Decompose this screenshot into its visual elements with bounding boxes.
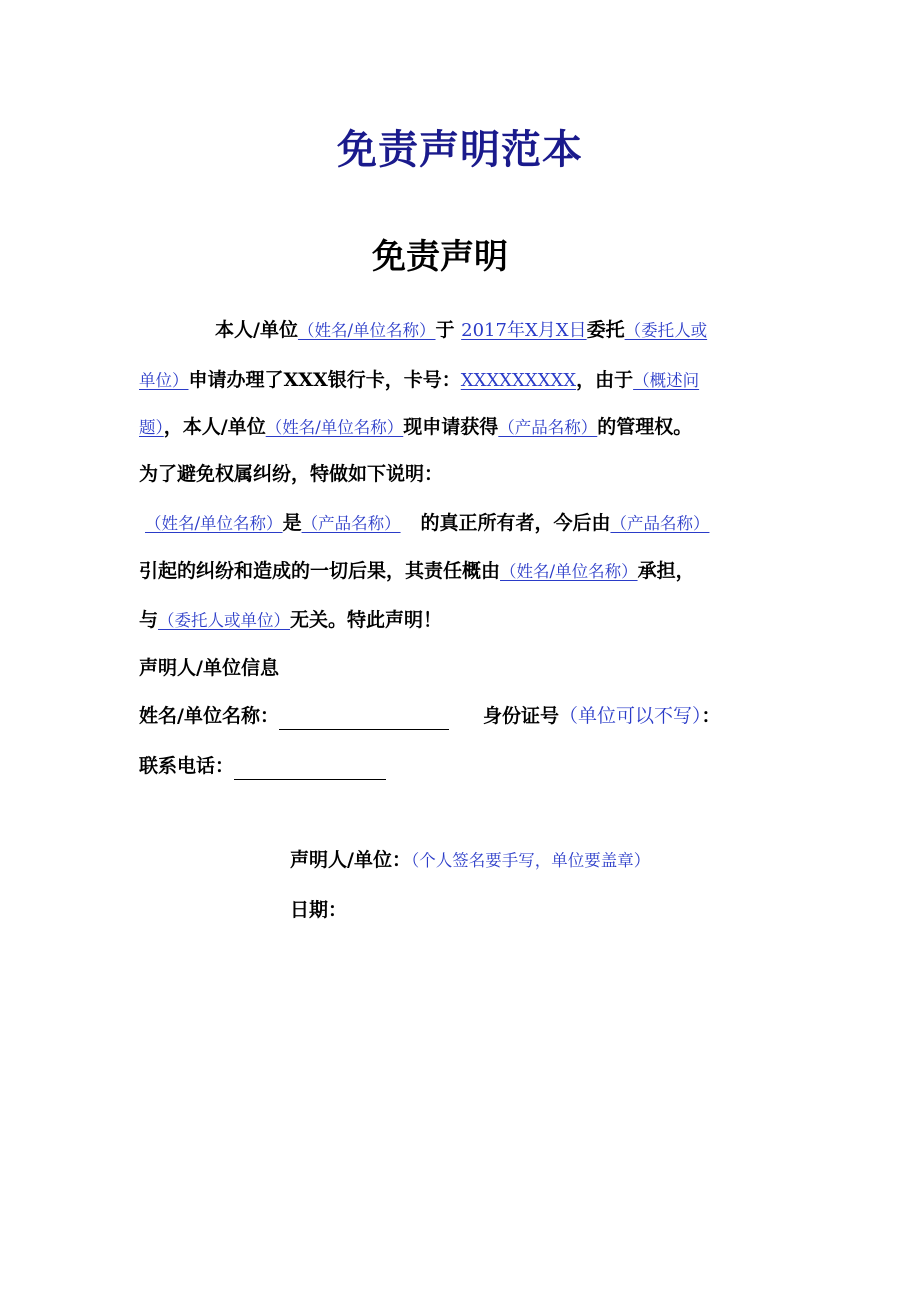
- paragraph-1-line-3: 题），本人/单位（姓名/单位名称）现申请获得（产品名称）的管理权。: [139, 416, 693, 438]
- placeholder-product: （产品名称）: [610, 514, 710, 533]
- id-note: （单位可以不写）: [558, 705, 702, 727]
- name-blank-field[interactable]: [279, 707, 449, 730]
- placeholder-issue: （概述问: [633, 371, 700, 390]
- phone-row: [139, 752, 386, 780]
- paragraph-1-line-4: 为了避免权属纠纷，特做如下说明：: [139, 463, 444, 485]
- name-label: 姓名/单位名称：: [139, 705, 279, 727]
- paragraph-2-line-2: 引起的纠纷和造成的一切后果，其责任概由（姓名/单位名称）承担，: [139, 560, 695, 582]
- placeholder-product: （产品名称）: [498, 418, 598, 437]
- signature-label: 声明人/单位：: [290, 849, 411, 871]
- placeholder-trustee: （委托人或单位）: [158, 611, 291, 630]
- placeholder-name: （姓名/单位名称）: [145, 514, 283, 533]
- paragraph-2-line-3: 与（委托人或单位）无关。特此声明！: [139, 609, 443, 631]
- signature-row: [290, 846, 650, 875]
- placeholder-name: （姓名/单位名称）: [500, 562, 638, 581]
- signature-note: （个人签名要手写，单位要盖章）: [410, 851, 651, 870]
- id-label: 身份证号: [482, 705, 559, 727]
- placeholder-date: 2017年X月X日: [461, 320, 587, 341]
- placeholder-card-number: XXXXXXXXX: [460, 370, 577, 391]
- name-row: 姓名/单位名称： 身份证号（单位可以不写）：: [139, 702, 721, 730]
- paragraph-1-line-2: 单位）申请办理了XXX银行卡，卡号：XXXXXXXXX，由于（概述问: [139, 369, 700, 391]
- placeholder-name: （姓名/单位名称）: [297, 321, 436, 340]
- placeholder-product: （产品名称）: [301, 514, 401, 533]
- phone-blank-field[interactable]: [234, 757, 386, 780]
- placeholder-issue-cont: 题）: [139, 418, 164, 437]
- date-label: 日期：: [290, 899, 348, 921]
- phone-label: 联系电话：: [139, 755, 235, 777]
- placeholder-name: （姓名/单位名称）: [265, 418, 404, 437]
- declarant-info-heading: 声明人/单位信息: [139, 657, 279, 679]
- document-title: 免责声明: [372, 237, 508, 277]
- placeholder-trustee-cont: 单位）: [139, 371, 189, 390]
- paragraph-2-line-1: （姓名/单位名称）是（产品名称） 的真正所有者，今后由（产品名称）: [145, 512, 710, 534]
- page-title: 免责声明范本: [337, 126, 583, 173]
- paragraph-1-line-1: 本人/单位（姓名/单位名称）于 2017年X月X日委托（委托人或: [215, 319, 708, 341]
- placeholder-trustee: （委托人或: [624, 321, 708, 340]
